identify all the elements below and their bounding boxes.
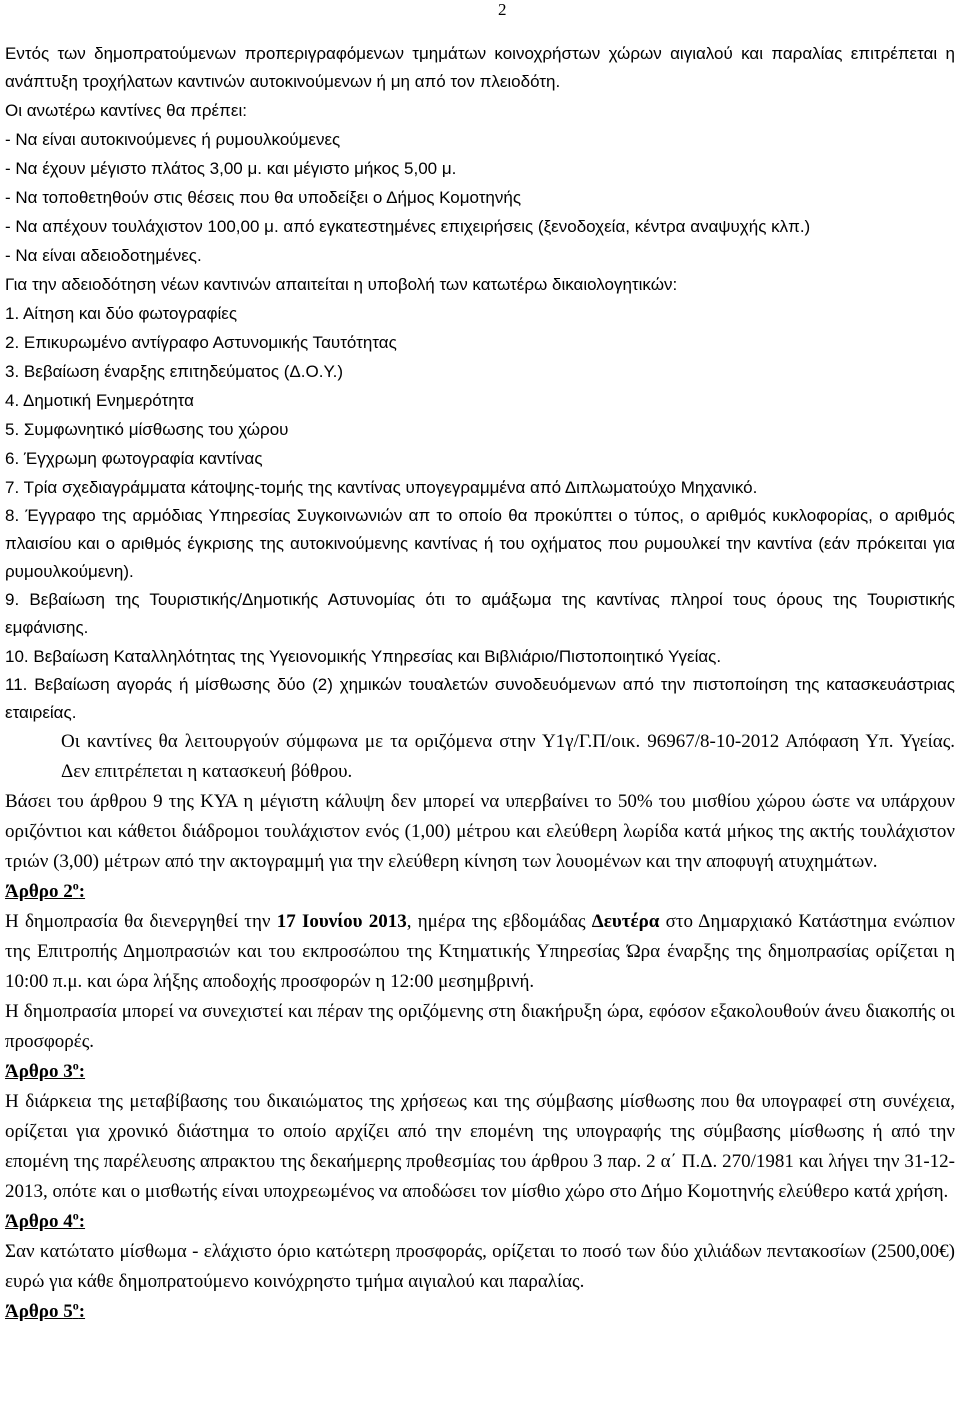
document-item: 6. Έγχρωμη φωτογραφία καντίνας — [5, 449, 263, 468]
document-item: 10. Βεβαίωση Καταλληλότητας της Υγειονομικής Υπηρεσίας και Βιβλιάριο/Πιστοποιητικό Υγείας. — [5, 647, 722, 666]
regulation-paragraph: Οι καντίνες θα λειτουργούν σύμφωνα με τα οριζόμενα στην Υ1γ/Γ.Π/οικ. 96967/8-10-2012 Απόφαση Υπ. Υγείας. Δεν επιτρέπεται η κατασκευή βόθρου. — [61, 731, 955, 782]
auction-date: 17 Ιουνίου 2013 — [276, 911, 407, 932]
intro-paragraph: Εντός των δημοπρατούμενων προπεριγραφόμενων τμημάτων κοινοχρήστων χώρων αιγιαλού και παραλίας επιτρέπεται η ανάπτυξη τροχήλατων καντινών αυτοκινούμενων ή μη από τον πλειοδότη. — [5, 44, 955, 91]
auction-day: Δευτέρα — [591, 911, 660, 932]
document-item: 5. Συμφωνητικό μίσθωσης του χώρου — [5, 420, 289, 439]
document-item: 11. Βεβαίωση αγοράς ή μίσθωσης δύο (2) χημικών τουαλετών συνοδευόμενων από την πιστοποίηση της κατασκευάστριας εταιρείας. — [5, 675, 955, 722]
article-4-heading: Άρθρο $4^o$: — [5, 1208, 86, 1232]
requirement-item: - Να είναι αυτοκινούμενες ή ρυμουλκούμενες — [5, 130, 341, 149]
document-item: 8. Έγγραφο της αρμόδιας Υπηρεσίας Συγκοινωνιών απ το οποίο θα προκύπτει ο τύπος, ο αριθμός κυκλοφορίας, ο αριθμός πλαισίου και ο αριθμός έγκρισης της αυτοκινούμενης καντίνας ή του οχήματος που ρυμουλκεί την καντίνα (εάν πρόκειται για ρυμουλκούμενη). — [5, 506, 955, 581]
article-2-paragraph: Η δημοπρασία θα διενεργηθεί την 17 Ιουνίου 2013, ημέρα της εβδομάδας Δευτέρα στο Δημαρχιακό Κατάστημα ενώπιον της Επιτροπής Δημοπρασιών και του εκπροσώπου της Κτηματικής Υπηρεσίας Ώρα έναρξης της δημοπρασίας ορίζεται η 10:00 π.μ. και ώρα λήξης αποδοχής προσφορών η 12:00 μεσημβρινή. — [5, 911, 955, 992]
documents-intro: Για την αδειοδότηση νέων καντινών απαιτείται η υποβολή των κατωτέρω δικαιολογητικών: — [5, 275, 678, 294]
article-2-paragraph-2: Η δημοπρασία μπορεί να συνεχιστεί και πέραν της οριζόμενης στη διακήρυξη ώρα, εφόσον εξακολουθούν άνευ διακοπής οι προσφορές. — [5, 1001, 955, 1052]
article-3-heading: Άρθρο $3^o$: — [5, 1058, 86, 1082]
article-2-heading: Άρθρο $2^o$: — [5, 878, 86, 902]
requirement-item: - Να έχουν μέγιστο πλάτος 3,00 μ. και μέγιστο μήκος 5,00 μ. — [5, 159, 457, 178]
document-item: 9. Βεβαίωση της Τουριστικής/Δημοτικής Αστυνομίας ότι το αμάξωμα της καντίνας πληροί τους όρους της Τουριστικής εμφάνισης. — [5, 590, 955, 637]
requirement-item: - Να απέχουν τουλάχιστον 100,00 μ. από εγκατεστημένες επιχειρήσεις (ξενοδοχεία, κέντρα αναψυχής κλπ.) — [5, 217, 811, 236]
kya-paragraph: Βάσει του άρθρου 9 της ΚΥΑ η μέγιστη κάλυψη δεν μπορεί να υπερβαίνει το 50% του μισθίου χώρου ώστε να υπάρχουν οριζόντιοι και κάθετοι διάδρομοι τουλάχιστον ενός (1,00) μέτρου και ελεύθερη λωρίδα κατά μήκος της ακτής τουλάχιστον τριών (3,00) μέτρων από την ακτογραμμή για την ελεύθερη κίνηση των λουομένων και την αποφυγή ατυχημάτων. — [5, 791, 955, 872]
document-item: 2. Επικυρωμένο αντίγραφο Αστυνομικής Ταυτότητας — [5, 333, 397, 352]
document-body — [5, 40, 955, 1327]
article-5-heading: Άρθρο $5^o$: — [5, 1298, 86, 1322]
requirement-item: - Να είναι αδειοδοτημένες. — [5, 246, 202, 265]
document-item: 4. Δημοτική Ενημερότητα — [5, 391, 194, 410]
document-item: 3. Βεβαίωση έναρξης επιτηδεύματος (Δ.Ο.Υ.) — [5, 362, 343, 381]
requirements-intro: Οι ανωτέρω καντίνες θα πρέπει: — [5, 101, 247, 120]
requirement-item: - Να τοποθετηθούν στις θέσεις που θα υποδείξει ο Δήμος Κομοτηνής — [5, 188, 522, 207]
document-item: 7. Τρία σχεδιαγράμματα κάτοψης-τομής της καντίνας υπογεγραμμένα από Διπλωματούχο Μηχανικό. — [5, 478, 758, 497]
article-4-paragraph: Σαν κατώτατο μίσθωμα - ελάχιστο όριο κατώτερη προσφοράς, ορίζεται το ποσό των δύο χιλιάδων πεντακοσίων (2500,00€) ευρώ για κάθε δημοπρατούμενο κοινόχρηστο τμήμα αιγιαλού και παραλίας. — [5, 1241, 955, 1292]
operation-section — [5, 727, 955, 1327]
intro-section — [5, 40, 955, 727]
page-number: 2 — [498, 0, 507, 19]
article-3-paragraph: Η διάρκεια της μεταβίβασης του δικαιώματος της χρήσεως και της σύμβασης μίσθωσης που θα υπογραφεί στη συνέχεια, ορίζεται για χρονικό διάστημα το οποίο αρχίζει από την επομένη της υπογραφής της σύμβασης μίσθωσης ή από την επομένη της παρέλευσης απρακτου της δεκαήμερης προθεσμίας του άρθρου 3 παρ. 2 α΄ Π.Δ. 270/1981 και λήγει την 31-12-2013, οπότε και ο μισθωτής είναι υποχρεωμένος να αποδώσει τον μίσθιο χώρο στο Δήμο Κομοτηνής ελεύθερο κατά χρήση. — [5, 1091, 955, 1202]
document-item: 1. Αίτηση και δύο φωτογραφίες — [5, 304, 238, 323]
